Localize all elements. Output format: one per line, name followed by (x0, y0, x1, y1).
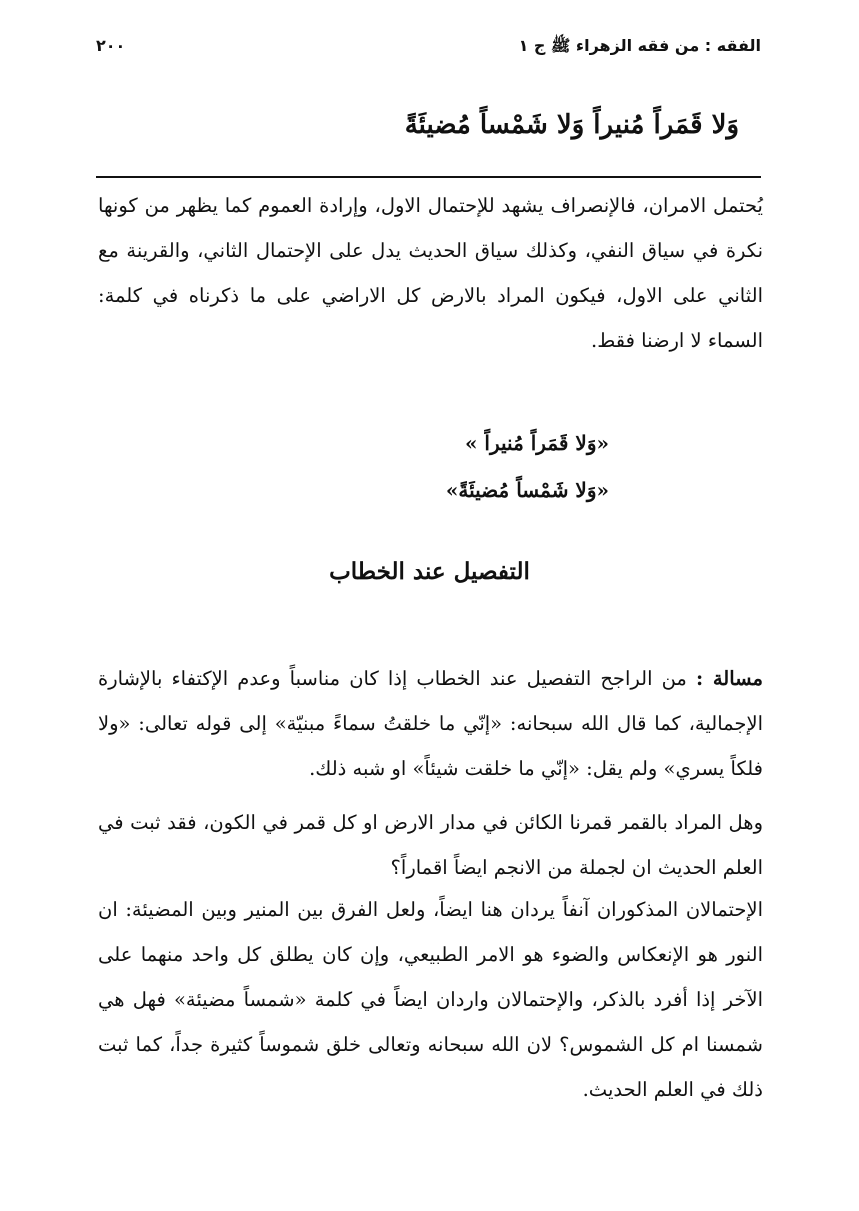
paragraph-2-text: من الراجح التفصيل عند الخطاب إذا كان مناسباً وعدم الإكتفاء بالإشارة الإجمالية، كما قال الله سبحانه: «إنّي ما خلقتُ سماءً مبنيّة» إلى قوله تعالى: «ولا فلكاً يسري» ولم يقل: «إنّي ما خلقت شيئاً» او شبه ذلك. (98, 667, 763, 780)
title-divider (96, 176, 761, 178)
quote-block (446, 420, 609, 514)
quote-line-moon: «وَلا قَمَراً مُنيراً » (464, 431, 609, 455)
paragraph-3: وهل المراد بالقمر قمرنا الكائن في مدار الارض او كل قمر في الكون، فقد ثبت في العلم الحديث ان لجملة من الانجم ايضاً اقماراً؟ (98, 811, 763, 879)
paragraph-2 (98, 656, 763, 791)
quote-line-sun: «وَلا شَمْساً مُضيئَةً» (445, 478, 609, 502)
paragraph-2-lead: مسالة : (695, 667, 763, 690)
paragraph-4: الإحتمالان المذكوران آنفاً يردان هنا ايضاً، ولعل الفرق بين المنير وبين المضيئة: ان النور هو الإنعكاس والضوء هو الامر الطبيعي، وإن كان يطلق كل واحد منهما على الآخر إذا أفرد بالذكر، والإحتمالان واردان ايضاً في كلمة «شمساً مضيئة» فهل هي شمسنا ام كل الشموس؟ لان الله سبحانه وتعالى خلق شموساً كثيرة جداً، كما ثبت ذلك في العلم الحديث. (98, 898, 763, 1101)
book-title: الفقه : من فقه الزهراء ﷺ ج ١ (518, 36, 761, 55)
page-number: ٢٠٠ (96, 36, 126, 55)
paragraph-1: يُحتمل الامران، فالإنصراف يشهد للإحتمال الاول، وإرادة العموم كما يظهر من كونها نكرة في سياق النفي، وكذلك سياق الحديث يدل على الإحتمال الثاني، والقرينة مع الثاني على الاول، فيكون المراد بالارض كل الاراضي على ما ذكرناه في كلمة: السماء لا ارضنا فقط. (98, 194, 763, 352)
section-heading: التفصيل عند الخطاب (329, 558, 530, 585)
running-header (96, 36, 761, 60)
verse-title: وَلا قَمَراً مُنيراً وَلا شَمْساً مُضيئَةً (404, 110, 739, 140)
